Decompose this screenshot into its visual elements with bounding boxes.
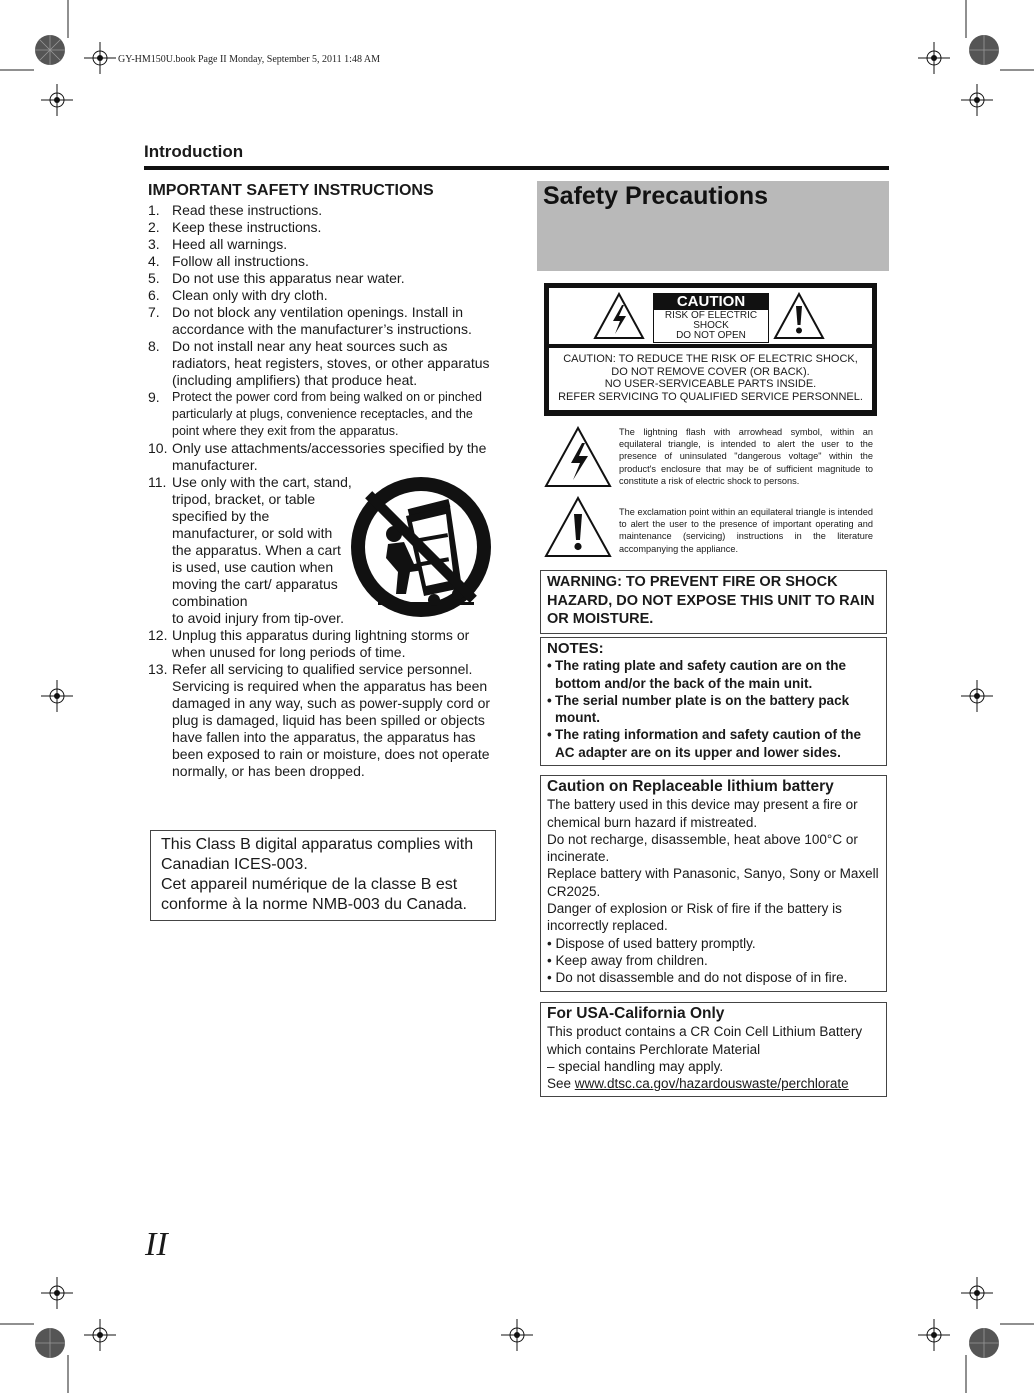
warning-box: WARNING: TO PREVENT FIRE OR SHOCK HAZARD, DO NOT EXPOSE THIS UNIT TO RAIN OR MOISTURE. bbox=[540, 570, 887, 634]
list-item: 8. Do not install near any heat sources such as radiators, heat registers, stoves, or other apparatus (including amplifiers) that produce heat. bbox=[148, 338, 490, 388]
list-item: 3. Heed all warnings. bbox=[148, 236, 288, 252]
list-item: • The serial number plate is on the battery pack mount. bbox=[547, 692, 879, 727]
list-item: 7. Do not block any ventilation openings. Install in accordance with the manufacturer’s instructions. bbox=[148, 304, 472, 337]
perchlorate-link[interactable]: www.dtsc.ca.gov/hazardouswaste/perchlorate bbox=[574, 1076, 849, 1092]
safety-precautions-title: Safety Precautions bbox=[543, 182, 769, 210]
list-item: 2. Keep these instructions. bbox=[148, 219, 322, 235]
caution-word: CAUTION bbox=[653, 293, 769, 310]
list-item: 11. Use only with the cart, stand, tripod, bracket, or table specified by the manufacturer, or sold with the apparatus. When a cart is used, use caution when moving the cart/ apparatus combination to avoid injury from tip-over. bbox=[148, 474, 352, 626]
caution-statement: CAUTION: TO REDUCE THE RISK OF ELECTRIC SHOCK, DO NOT REMOVE COVER (OR BACK). NO USER-SERVICEABLE PARTS INSIDE. REFER SERVICING TO QUALIFIED SERVICE PERSONNEL. bbox=[549, 348, 872, 410]
usa-california-box: For USA-California Only This product contains a CR Coin Cell Lithium Battery which contains Perchlorate Material – special handling may apply. See www.dtsc.ca.gov/hazardouswaste/perchlorate bbox=[540, 1002, 887, 1097]
exclamation-triangle-icon bbox=[773, 292, 825, 340]
lightning-explanation-text: The lightning flash with arrowhead symbol, within an equilateral triangle, is intended to alert the user to the presence of uninsulated "dangerous voltage" within the product's enclosure that may be of sufficient magnitude to constitute a risk of electric shock to persons. bbox=[619, 427, 873, 486]
ices-french: Cet appareil numérique de la classe B est conforme à la norme NMB-003 du Canada. bbox=[161, 876, 467, 913]
safety-precautions-banner bbox=[537, 181, 889, 271]
print-header: GY-HM150U.book Page II Monday, September 5, 2011 1:48 AM bbox=[118, 54, 381, 65]
section-title: Introduction bbox=[144, 142, 244, 161]
isi-title: IMPORTANT SAFETY INSTRUCTIONS bbox=[148, 182, 434, 199]
list-item: 12. Unplug this apparatus during lightning storms or when unused for long periods of time. bbox=[148, 627, 470, 660]
lithium-battery-caution-box: Caution on Replaceable lithium battery The battery used in this device may present a fire or chemical burn hazard if mistreated. Do not recharge, disassemble, heat above 100°C or incinerate. Replace battery with Panasonic, Sanyo, Sony or Maxell CR2025. Danger of explosion or Risk of fire if the battery is incorrectly replaced. • Dispose of used battery promptly. • Keep away from children. • Do not disassemble and do not dispose of in fire. bbox=[540, 775, 887, 992]
list-item: 13. Refer all servicing to qualified service personnel. Servicing is required when the apparatus has been damaged in any way, such as power-supply cord or plug is damaged, liquid has been spilled or objects have fallen into the apparatus, the apparatus has been exposed to rain or moisture, does not operate normally, or has been dropped. bbox=[148, 661, 491, 779]
list-item: 9. Protect the power cord from being walked on or pinched particularly at plugs, convenience receptacles, and the point where they exit from the apparatus. bbox=[148, 389, 482, 438]
page-number: II bbox=[145, 1226, 168, 1263]
caution-label-panel bbox=[544, 283, 877, 416]
list-item: • The rating information and safety caution of the AC adapter are on its upper and lower sides. bbox=[547, 726, 879, 761]
list-item: 6. Clean only with dry cloth. bbox=[148, 287, 328, 303]
notes-list bbox=[547, 657, 879, 761]
list-item: 10. Only use attachments/accessories specified by the manufacturer. bbox=[148, 440, 487, 473]
exclamation-triangle-icon bbox=[544, 496, 612, 558]
header-rule bbox=[144, 166, 889, 170]
usa-title: For USA-California Only bbox=[547, 1005, 725, 1022]
notes-box bbox=[540, 637, 887, 766]
lightning-triangle-icon bbox=[544, 426, 612, 488]
list-item: 5. Do not use this apparatus near water. bbox=[148, 270, 405, 286]
lightning-triangle-icon bbox=[593, 292, 645, 340]
list-item: • The rating plate and safety caution are on the bottom and/or the back of the main unit. bbox=[547, 657, 879, 692]
ices-compliance-box bbox=[150, 830, 496, 921]
lithium-title: Caution on Replaceable lithium battery bbox=[547, 778, 834, 795]
notes-title: NOTES: bbox=[547, 640, 604, 657]
caution-badge bbox=[653, 293, 769, 343]
exclamation-explanation-text: The exclamation point within an equilateral triangle is intended to alert the user to the presence of important operating and maintenance (servicing) instructions in the literature accompanying the appliance. bbox=[619, 507, 873, 554]
ices-english: This Class B digital apparatus complies with Canadian ICES-003. bbox=[161, 836, 474, 873]
cart-tip-over-warning-icon bbox=[350, 476, 492, 618]
caution-subtext: RISK OF ELECTRIC SHOCK DO NOT OPEN bbox=[653, 310, 769, 343]
list-item: 4. Follow all instructions. bbox=[148, 253, 309, 269]
list-item: 1. Read these instructions. bbox=[148, 202, 323, 218]
